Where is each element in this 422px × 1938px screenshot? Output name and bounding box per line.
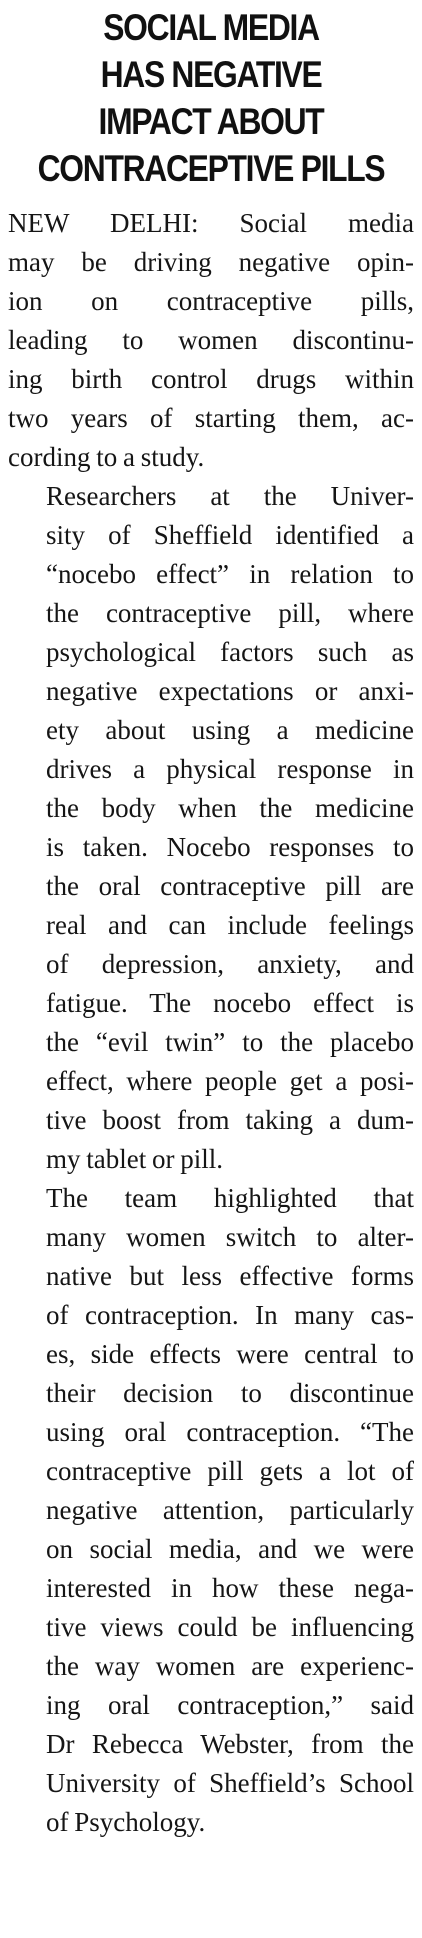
text-line: es, side effects were central to [46, 1339, 414, 1369]
headline [36, 0, 385, 192]
text-line: sity of Sheffield identified a [46, 520, 414, 550]
text-line: the way women are experienc- [46, 1651, 414, 1681]
text-line: is taken. Nocebo responses to [46, 832, 414, 862]
text-line: their decision to discontinue [46, 1378, 414, 1408]
text-line: University of Sheffield’s School [46, 1768, 414, 1798]
text-line: NEW DELHI: Social media [8, 208, 414, 238]
headline-line: IMPACT ABOUT [98, 101, 324, 142]
news-article [8, 0, 414, 1842]
text-line: interested in how these nega- [46, 1573, 414, 1603]
headline-line: SOCIAL MEDIA [103, 7, 319, 48]
text-line: the oral contraceptive pill are [46, 871, 414, 901]
text-line: my tablet or pill. [46, 1144, 223, 1174]
text-line: may be driving negative opin- [8, 247, 414, 277]
text-line: The team highlighted that [46, 1183, 414, 1213]
text-line: effect, where people get a posi- [46, 1066, 414, 1096]
text-line: ion on contraceptive pills, [8, 286, 414, 316]
text-line: ing oral contraception,” said [46, 1690, 414, 1720]
text-line: negative attention, particularly [46, 1495, 414, 1525]
text-line: “nocebo effect” in relation to [46, 559, 414, 589]
paragraph-3 [8, 1179, 414, 1842]
text-line: drives a physical response in [46, 754, 414, 784]
text-line: native but less effective forms [46, 1261, 414, 1291]
text-line: the body when the medicine [46, 793, 414, 823]
text-line: many women switch to alter- [46, 1222, 414, 1252]
text-line: on social media, and we were [46, 1534, 414, 1564]
text-line: ing birth control drugs within [8, 364, 414, 394]
text-line: the contraceptive pill, where [46, 598, 414, 628]
text-line: cording to a study. [8, 442, 205, 472]
text-line: real and can include feelings [46, 910, 414, 940]
headline-line: HAS NEGATIVE [100, 54, 322, 95]
text-line: two years of starting them, ac- [8, 403, 414, 433]
text-line: ety about using a medicine [46, 715, 414, 745]
text-line: fatigue. The nocebo effect is [46, 988, 414, 1018]
text-line: of depression, anxiety, and [46, 949, 414, 979]
headline-line: CONTRACEPTIVE PILLS [37, 148, 385, 189]
text-line: tive views could be influencing [46, 1612, 414, 1642]
text-line: Dr Rebecca Webster, from the [46, 1729, 414, 1759]
text-line: tive boost from taking a dum- [46, 1105, 414, 1135]
paragraph-2 [8, 477, 414, 1179]
article-body [8, 204, 414, 1842]
text-line: of contraception. In many cas- [46, 1300, 414, 1330]
text-line: psychological factors such as [46, 637, 414, 667]
text-line: leading to women discontinu- [8, 325, 414, 355]
text-line: negative expectations or anxi- [46, 676, 414, 706]
text-line: of Psychology. [46, 1807, 206, 1837]
text-line: using oral contraception. “The [46, 1417, 414, 1447]
text-line: Researchers at the Univer- [46, 481, 414, 511]
text-line: contraceptive pill gets a lot of [46, 1456, 414, 1486]
paragraph-1 [8, 204, 414, 477]
text-line: the “evil twin” to the placebo [46, 1027, 414, 1057]
